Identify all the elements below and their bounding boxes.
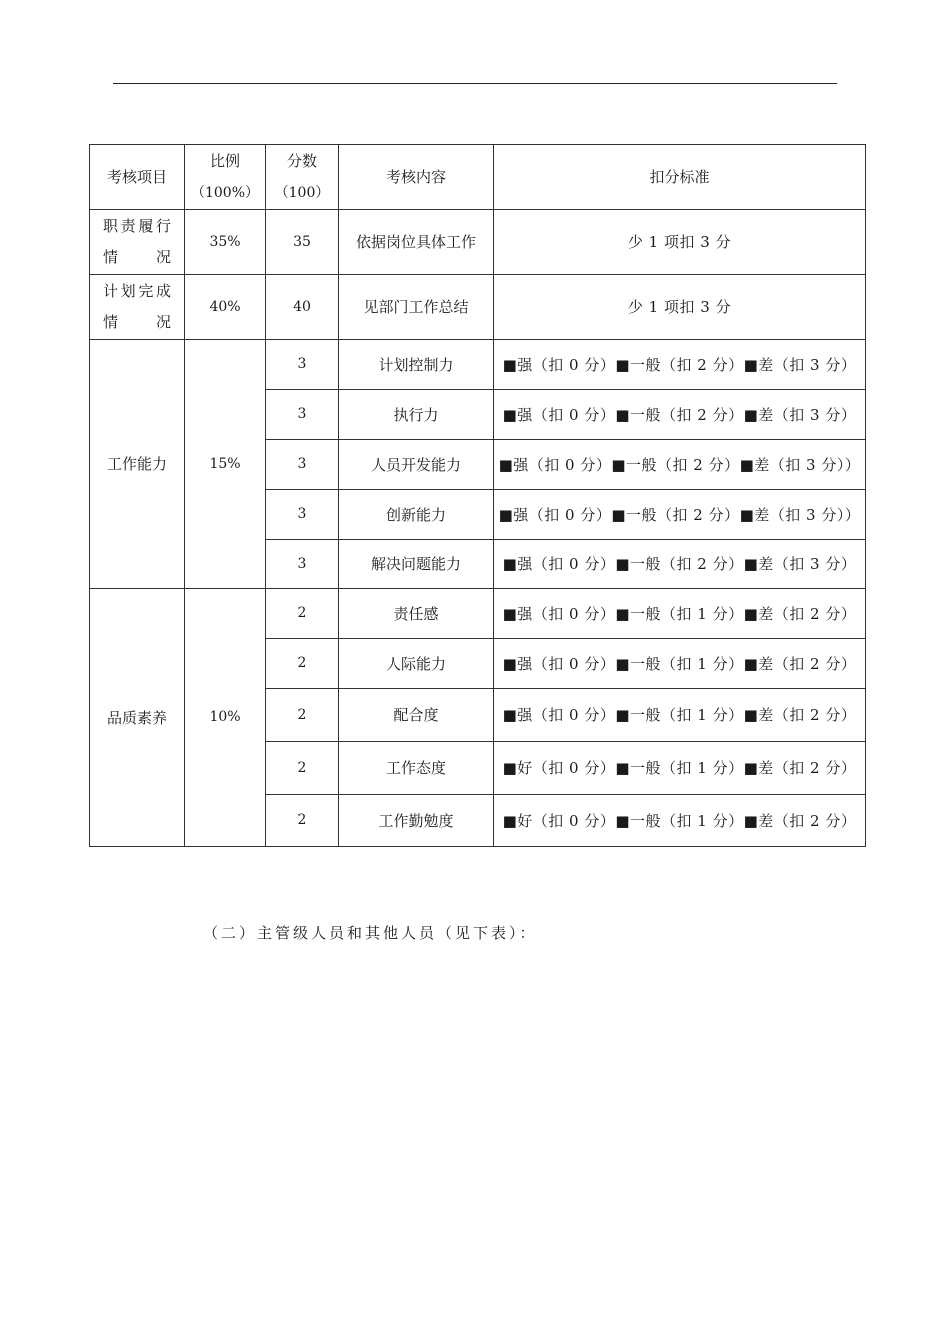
assessment-table: [89, 144, 866, 847]
ability-content: 人员开发能力: [339, 440, 494, 490]
quality-score: 2: [266, 742, 339, 795]
table-row: [90, 340, 866, 390]
duty-score: 35: [266, 210, 339, 275]
quality-standard: ■强（扣 0 分）■一般（扣 1 分）■差（扣 2 分）: [494, 689, 866, 742]
header-ratio: [185, 145, 266, 210]
header-standard: 扣分标准: [494, 145, 866, 210]
quality-standard: ■好（扣 0 分）■一般（扣 1 分）■差（扣 2 分）: [494, 795, 866, 847]
header-score: [266, 145, 339, 210]
quality-content: 责任感: [339, 589, 494, 639]
ability-item: 工作能力: [90, 340, 185, 589]
quality-score: 2: [266, 639, 339, 689]
quality-standard: ■强（扣 0 分）■一般（扣 1 分）■差（扣 2 分）: [494, 589, 866, 639]
plan-content: 见部门工作总结: [339, 275, 494, 340]
quality-content: 人际能力: [339, 639, 494, 689]
duty-item-cell: [90, 210, 185, 275]
table-header-row: [90, 145, 866, 210]
ability-standard: ■强（扣 0 分）■一般（扣 2 分）■差（扣 3 分）: [494, 390, 866, 440]
header-content: 考核内容: [339, 145, 494, 210]
table-row: [90, 589, 866, 639]
header-score-sub: （100）: [274, 184, 330, 201]
quality-content: 工作勤勉度: [339, 795, 494, 847]
quality-standard: ■好（扣 0 分）■一般（扣 1 分）■差（扣 2 分）: [494, 742, 866, 795]
duty-standard: 少 1 项扣 3 分: [494, 210, 866, 275]
ability-content: 解决问题能力: [339, 540, 494, 589]
ability-score: 3: [266, 490, 339, 540]
plan-score: 40: [266, 275, 339, 340]
table-row: [90, 210, 866, 275]
duty-ratio: 35%: [185, 210, 266, 275]
ability-score: 3: [266, 540, 339, 589]
plan-ratio: 40%: [185, 275, 266, 340]
duty-content: 依据岗位具体工作: [339, 210, 494, 275]
ability-content: 创新能力: [339, 490, 494, 540]
duty-item-line1: 职责履行: [103, 217, 171, 235]
ability-score: 3: [266, 340, 339, 390]
quality-score: 2: [266, 689, 339, 742]
ability-standard: ■强（扣 0 分）■一般（扣 2 分）■差（扣 3 分））: [494, 490, 866, 540]
quality-standard: ■强（扣 0 分）■一般（扣 1 分）■差（扣 2 分）: [494, 639, 866, 689]
header-score-label: 分数: [286, 151, 317, 170]
ability-standard: ■强（扣 0 分）■一般（扣 2 分）■差（扣 3 分））: [494, 440, 866, 490]
header-ratio-sub: （100%）: [190, 184, 260, 201]
plan-item-line2: 情 况: [103, 313, 171, 331]
header-rule: [113, 83, 837, 84]
plan-item-cell: [90, 275, 185, 340]
duty-item-line2: 情 况: [103, 248, 171, 266]
quality-content: 配合度: [339, 689, 494, 742]
ability-content: 执行力: [339, 390, 494, 440]
ability-score: 3: [266, 440, 339, 490]
ability-standard: ■强（扣 0 分）■一般（扣 2 分）■差（扣 3 分）: [494, 540, 866, 589]
ability-standard: ■强（扣 0 分）■一般（扣 2 分）■差（扣 3 分）: [494, 340, 866, 390]
header-item: 考核项目: [90, 145, 185, 210]
section-note: （二）主管级人员和其他人员（见下表）：: [203, 924, 538, 942]
quality-score: 2: [266, 589, 339, 639]
ability-ratio: 15%: [185, 340, 266, 589]
quality-score: 2: [266, 795, 339, 847]
plan-item-line1: 计划完成: [103, 282, 171, 300]
quality-content: 工作态度: [339, 742, 494, 795]
ability-score: 3: [266, 390, 339, 440]
header-ratio-label: 比例: [209, 151, 240, 170]
quality-ratio: 10%: [185, 589, 266, 847]
plan-standard: 少 1 项扣 3 分: [494, 275, 866, 340]
table-row: [90, 275, 866, 340]
quality-item: 品质素养: [90, 589, 185, 847]
ability-content: 计划控制力: [339, 340, 494, 390]
